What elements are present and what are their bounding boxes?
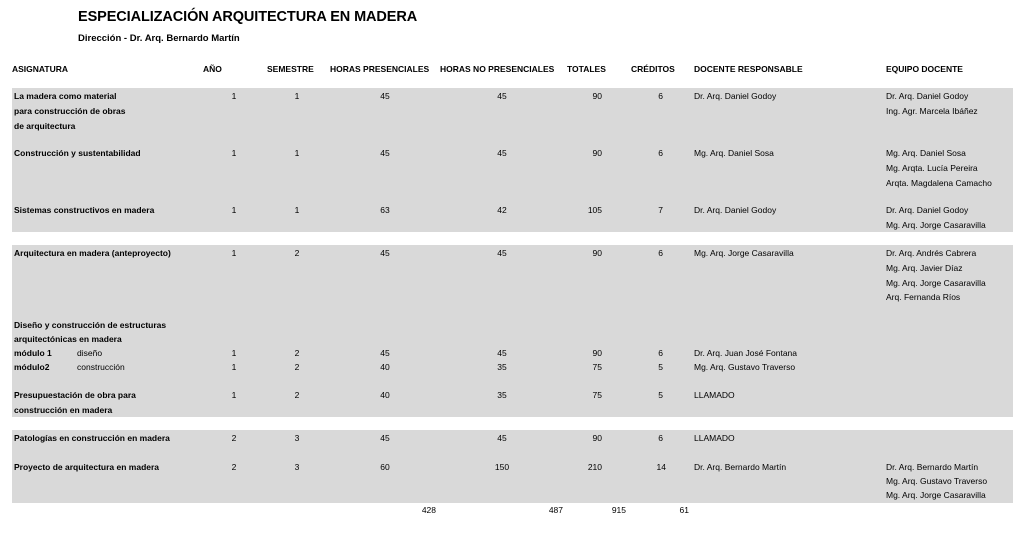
cell-equipo-member: Mg. Arq. Jorge Casaravilla [886, 490, 986, 500]
cell-creditos: 6 [658, 148, 663, 158]
cell-anio: 1 [231, 148, 237, 158]
cell-docente: Dr. Arq. Bernardo Martín [694, 462, 787, 472]
cell-semestre: 1 [294, 91, 300, 101]
cell-semestre: 2 [294, 362, 300, 372]
total-horas-presenciales: 428 [421, 505, 436, 515]
module-sub-label: diseño [77, 348, 103, 358]
cell-horas-no-presenciales: 42 [497, 205, 507, 215]
cell-docente: Mg. Arq. Gustavo Traverso [694, 362, 796, 372]
cell-equipo-member: Arqta. Magdalena Camacho [886, 178, 992, 188]
header-equipo: EQUIPO DOCENTE [886, 64, 963, 74]
cell-horas-no-presenciales: 35 [497, 362, 507, 372]
cell-horas-presenciales: 45 [380, 148, 390, 158]
cell-semestre: 3 [294, 433, 300, 443]
page-subtitle: Dirección - Dr. Arq. Bernardo Martín [78, 33, 240, 44]
cell-totales: 75 [592, 390, 602, 400]
cell-equipo-member: Mg. Arq. Javier Díaz [886, 263, 963, 273]
cell-anio: 1 [231, 91, 237, 101]
header-semestre: SEMESTRE [267, 64, 314, 74]
total-totales: 915 [611, 505, 626, 515]
cell-anio: 1 [231, 205, 237, 215]
cell-docente: Dr. Arq. Juan José Fontana [694, 348, 798, 358]
cell-totales: 90 [592, 248, 602, 258]
cell-horas-presenciales: 40 [380, 362, 390, 372]
cell-docente: Dr. Arq. Daniel Godoy [694, 205, 777, 215]
course-name-line: construcción en madera [14, 405, 113, 415]
course-name-line: para construcción de obras [14, 106, 126, 116]
header-asignatura: ASIGNATURA [12, 64, 69, 74]
cell-horas-presenciales: 60 [380, 462, 390, 472]
course-name-line: Patologías en construcción en madera [14, 433, 170, 443]
module-label: módulo2 [14, 362, 50, 372]
module-label: módulo 1 [14, 348, 52, 358]
total-horas-no-presenciales: 487 [548, 505, 563, 515]
cell-totales: 75 [592, 362, 602, 372]
course-name-line: Construcción y sustentabilidad [14, 148, 141, 158]
cell-creditos: 7 [658, 205, 663, 215]
cell-creditos: 6 [658, 91, 663, 101]
cell-anio: 2 [231, 433, 237, 443]
cell-totales: 90 [592, 148, 602, 158]
cell-horas-presenciales: 45 [380, 91, 390, 101]
cell-anio: 1 [231, 348, 237, 358]
course-name-line: Arquitectura en madera (anteproyecto) [14, 248, 171, 258]
cell-horas-no-presenciales: 35 [497, 390, 507, 400]
cell-horas-no-presenciales: 45 [497, 148, 507, 158]
cell-creditos: 5 [658, 390, 663, 400]
cell-docente: LLAMADO [694, 433, 735, 443]
cell-equipo-member: Mg. Arqta. Lucía Pereira [886, 163, 978, 173]
cell-semestre: 2 [294, 390, 300, 400]
cell-equipo-member: Dr. Arq. Andrés Cabrera [886, 248, 977, 258]
cell-horas-presenciales: 40 [380, 390, 390, 400]
header-creditos: CRÉDITOS [631, 64, 675, 74]
cell-docente: Mg. Arq. Jorge Casaravilla [694, 248, 794, 258]
course-name-line: arquitectónicas en madera [14, 334, 122, 344]
cell-anio: 1 [231, 362, 237, 372]
cell-equipo-member: Dr. Arq. Daniel Godoy [886, 205, 969, 215]
header-docente: DOCENTE RESPONSABLE [694, 64, 803, 74]
cell-anio: 2 [231, 462, 237, 472]
cell-totales: 210 [587, 462, 602, 472]
cell-docente: LLAMADO [694, 390, 735, 400]
header-horas-no-presenciales: HORAS NO PRESENCIALES [440, 64, 555, 74]
cell-creditos: 6 [658, 433, 663, 443]
cell-creditos: 6 [658, 248, 663, 258]
cell-equipo-member: Arq. Fernanda Ríos [886, 292, 961, 302]
header-anio: AÑO [203, 64, 222, 74]
course-name-line: Sistemas constructivos en madera [14, 205, 155, 215]
module-sub-label: construcción [77, 362, 125, 372]
cell-totales: 90 [592, 433, 602, 443]
cell-equipo-member: Dr. Arq. Bernardo Martín [886, 462, 979, 472]
cell-equipo-member: Mg. Arq. Daniel Sosa [886, 148, 966, 158]
cell-horas-presenciales: 45 [380, 348, 390, 358]
cell-semestre: 2 [294, 348, 300, 358]
cell-docente: Dr. Arq. Daniel Godoy [694, 91, 777, 101]
cell-horas-no-presenciales: 45 [497, 91, 507, 101]
course-name-line: Proyecto de arquitectura en madera [14, 462, 160, 472]
header-horas-presenciales: HORAS PRESENCIALES [330, 64, 430, 74]
cell-creditos: 6 [658, 348, 663, 358]
course-name-line: de arquitectura [14, 121, 76, 131]
cell-anio: 1 [231, 248, 237, 258]
cell-horas-no-presenciales: 150 [494, 462, 510, 472]
cell-creditos: 14 [656, 462, 666, 472]
cell-semestre: 2 [294, 248, 300, 258]
cell-semestre: 1 [294, 205, 300, 215]
course-name-line: La madera como material [14, 91, 117, 101]
course-name-line: Presupuestación de obra para [14, 390, 136, 400]
total-creditos: 61 [679, 505, 689, 515]
cell-equipo-member: Mg. Arq. Jorge Casaravilla [886, 278, 986, 288]
cell-docente: Mg. Arq. Daniel Sosa [694, 148, 774, 158]
cell-equipo-member: Dr. Arq. Daniel Godoy [886, 91, 969, 101]
cell-totales: 90 [592, 91, 602, 101]
cell-creditos: 5 [658, 362, 663, 372]
cell-semestre: 1 [294, 148, 300, 158]
cell-semestre: 3 [294, 462, 300, 472]
cell-horas-no-presenciales: 45 [497, 433, 507, 443]
cell-horas-presenciales: 63 [380, 205, 390, 215]
cell-horas-presenciales: 45 [380, 248, 390, 258]
cell-horas-no-presenciales: 45 [497, 348, 507, 358]
header-totales: TOTALES [567, 64, 606, 74]
cell-anio: 1 [231, 390, 237, 400]
cell-equipo-member: Mg. Arq. Jorge Casaravilla [886, 220, 986, 230]
page-title: ESPECIALIZACIÓN ARQUITECTURA EN MADERA [78, 9, 418, 25]
course-name-line: Diseño y construcción de estructuras [14, 320, 167, 330]
cell-equipo-member: Ing. Agr. Marcela Ibáñez [886, 106, 978, 116]
cell-equipo-member: Mg. Arq. Gustavo Traverso [886, 476, 988, 486]
cell-horas-no-presenciales: 45 [497, 248, 507, 258]
cell-horas-presenciales: 45 [380, 433, 390, 443]
cell-totales: 90 [592, 348, 602, 358]
cell-totales: 105 [587, 205, 602, 215]
